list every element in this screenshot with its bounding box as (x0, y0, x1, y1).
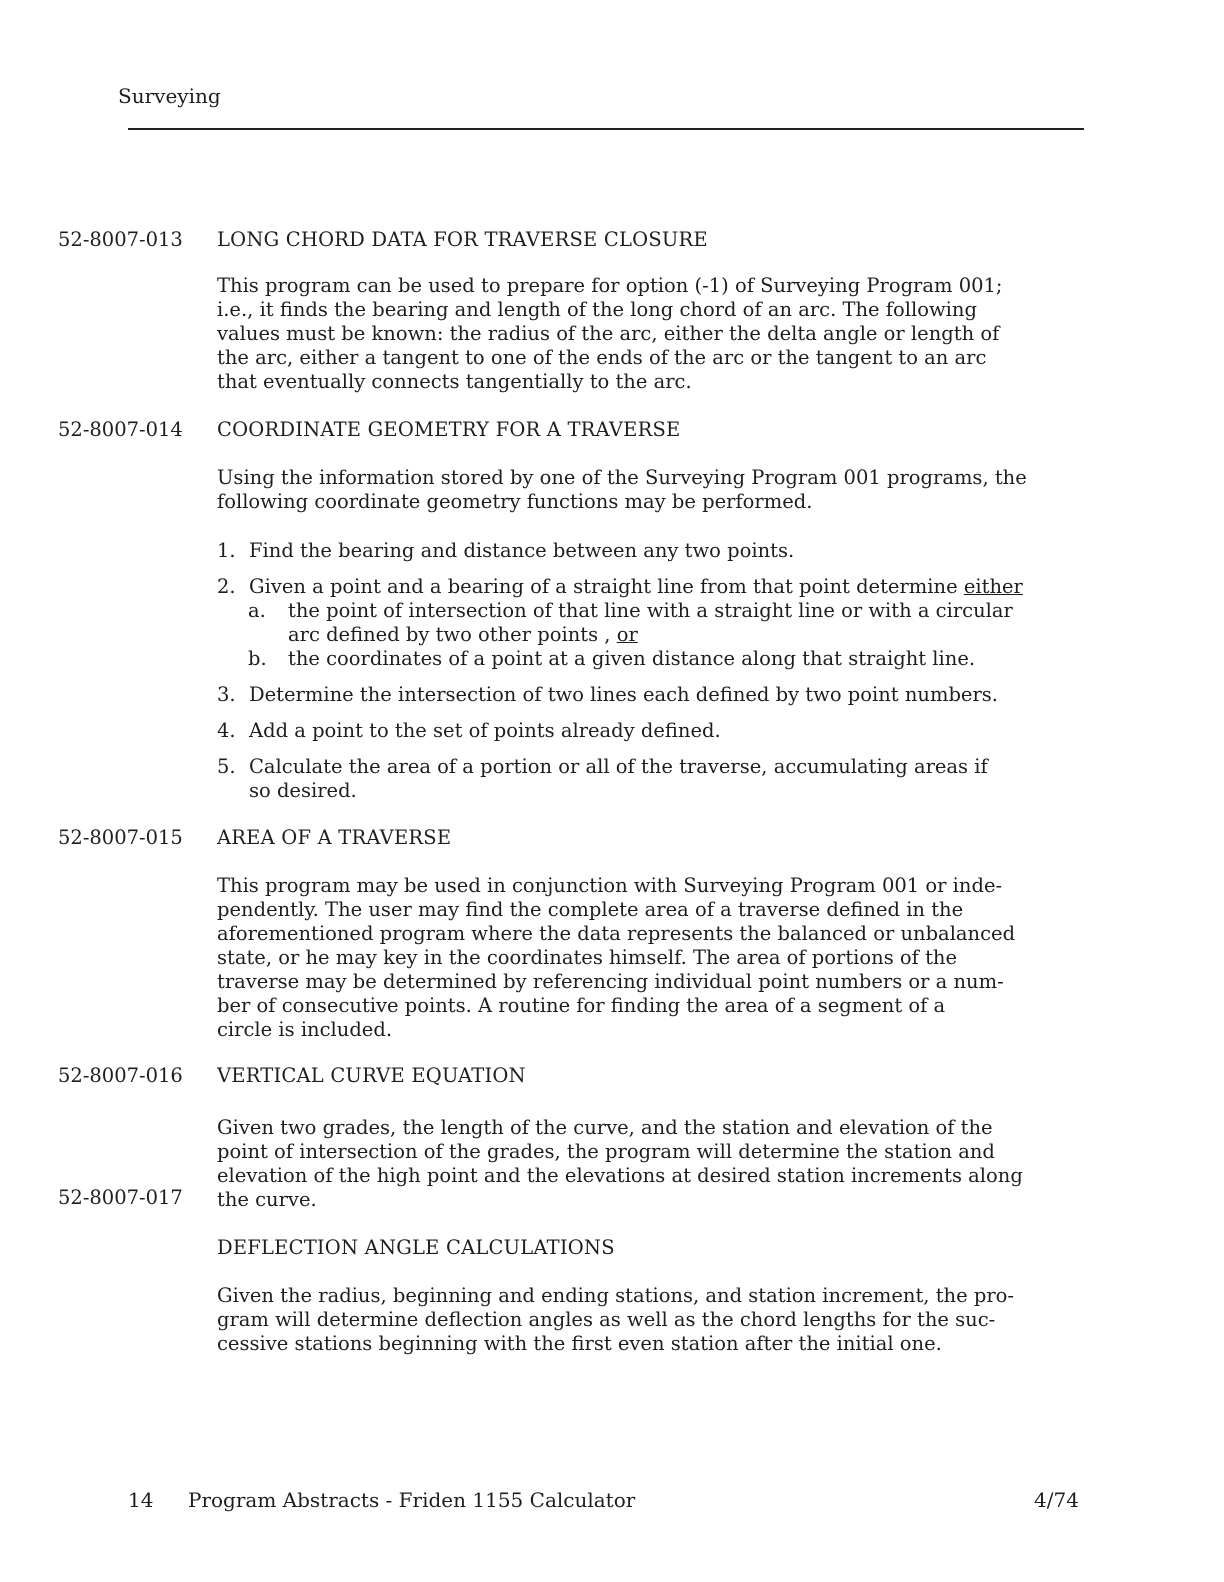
abstract-line: elevation of the high point and the elevations at desired station increments along (217, 1164, 1023, 1187)
page-number: 14 (128, 1488, 154, 1512)
program-abstract-013 (217, 274, 1085, 394)
program-code-015: 52-8007-015 (58, 826, 183, 849)
footer-date: 4/74 (1034, 1488, 1079, 1512)
abstract-line: ber of consecutive points. A routine for finding the area of a segment of a (217, 994, 946, 1017)
item-emphasis: either (963, 575, 1023, 598)
abstract-line: aforementioned program where the data represents the balanced or unbalanced (217, 922, 1016, 945)
abstract-line: circle is included. (217, 1018, 393, 1041)
abstract-line: This program may be used in conjunction with Surveying Program 001 or inde- (217, 874, 1003, 897)
header-rule (128, 128, 1084, 130)
function-item-3 (217, 683, 1085, 707)
program-abstract-017 (217, 1284, 1085, 1356)
abstract-line: traverse may be determined by referencing individual point numbers or a num- (217, 970, 1004, 993)
abstract-line: point of intersection of the grades, the program will determine the station and (217, 1140, 995, 1163)
program-abstract-016 (217, 1116, 1085, 1212)
item-text: Add a point to the set of points already defined. (249, 719, 721, 742)
subitem-letter: b. (248, 647, 267, 670)
abstract-line: Using the information stored by one of the Surveying Program 001 programs, the (217, 466, 1027, 489)
subitem-emphasis: or (616, 623, 638, 646)
program-abstract-014 (217, 466, 1085, 514)
program-title-014: COORDINATE GEOMETRY FOR A TRAVERSE (217, 418, 681, 441)
subitem-text: arc defined by two other points , (288, 623, 611, 646)
function-item-2 (217, 575, 1085, 599)
abstract-line: state, or he may key in the coordinates himself. The area of portions of the (217, 946, 958, 969)
abstract-line: gram will determine deflection angles as well as the chord lengths for the suc- (217, 1308, 996, 1331)
program-abstract-015 (217, 874, 1085, 1042)
program-code-016: 52-8007-016 (58, 1064, 183, 1087)
item-number: 5. (217, 755, 236, 778)
program-code-013: 52-8007-013 (58, 228, 183, 251)
abstract-line: following coordinate geometry functions may be performed. (217, 490, 813, 513)
item-text: so desired. (249, 779, 357, 802)
subitem-text: the coordinates of a point at a given distance along that straight line. (288, 647, 976, 670)
item-number: 3. (217, 683, 236, 706)
item-number: 4. (217, 719, 236, 742)
abstract-line: that eventually connects tangentially to the arc. (217, 370, 692, 393)
abstract-line: the arc, either a tangent to one of the ends of the arc or the tangent to an arc (217, 346, 987, 369)
function-item-5 (217, 755, 1085, 779)
abstract-line: This program can be used to prepare for option (-1) of Surveying Program 001; (217, 274, 1003, 297)
function-subitem-a (248, 599, 1084, 623)
program-title-013: LONG CHORD DATA FOR TRAVERSE CLOSURE (217, 228, 708, 251)
abstract-line: the curve. (217, 1188, 317, 1211)
program-code-014: 52-8007-014 (58, 418, 183, 441)
function-item-1 (217, 539, 1085, 563)
program-title-016: VERTICAL CURVE EQUATION (217, 1064, 526, 1087)
program-code-017: 52-8007-017 (58, 1186, 183, 1209)
running-header: Surveying (118, 84, 221, 108)
subitem-text: the point of intersection of that line with a straight line or with a circular (288, 599, 1013, 622)
item-text: Determine the intersection of two lines each defined by two point numbers. (249, 683, 998, 706)
function-item-4 (217, 719, 1085, 743)
abstract-line: Given two grades, the length of the curve, and the station and elevation of the (217, 1116, 993, 1139)
item-text: Given a point and a bearing of a straight line from that point determine (249, 575, 958, 598)
abstract-line: pendently. The user may find the complete area of a traverse defined in the (217, 898, 964, 921)
abstract-line: cessive stations beginning with the first even station after the initial one. (217, 1332, 942, 1355)
function-subitem-b (248, 647, 1084, 671)
item-text: Calculate the area of a portion or all of the traverse, accumulating areas if (249, 755, 988, 778)
abstract-line: Given the radius, beginning and ending stations, and station increment, the pro- (217, 1284, 1014, 1307)
item-text: Find the bearing and distance between any two points. (249, 539, 795, 562)
footer-title: Program Abstracts - Friden 1155 Calculator (188, 1488, 636, 1512)
item-number: 2. (217, 575, 236, 598)
subitem-letter: a. (248, 599, 266, 622)
abstract-line: i.e., it finds the bearing and length of the long chord of an arc. The following (217, 298, 977, 321)
program-title-017: DEFLECTION ANGLE CALCULATIONS (217, 1236, 615, 1259)
item-number: 1. (217, 539, 236, 562)
program-title-015: AREA OF A TRAVERSE (217, 826, 452, 849)
abstract-line: values must be known: the radius of the arc, either the delta angle or length of (217, 322, 1000, 345)
function-item-5-continued (217, 779, 1085, 803)
